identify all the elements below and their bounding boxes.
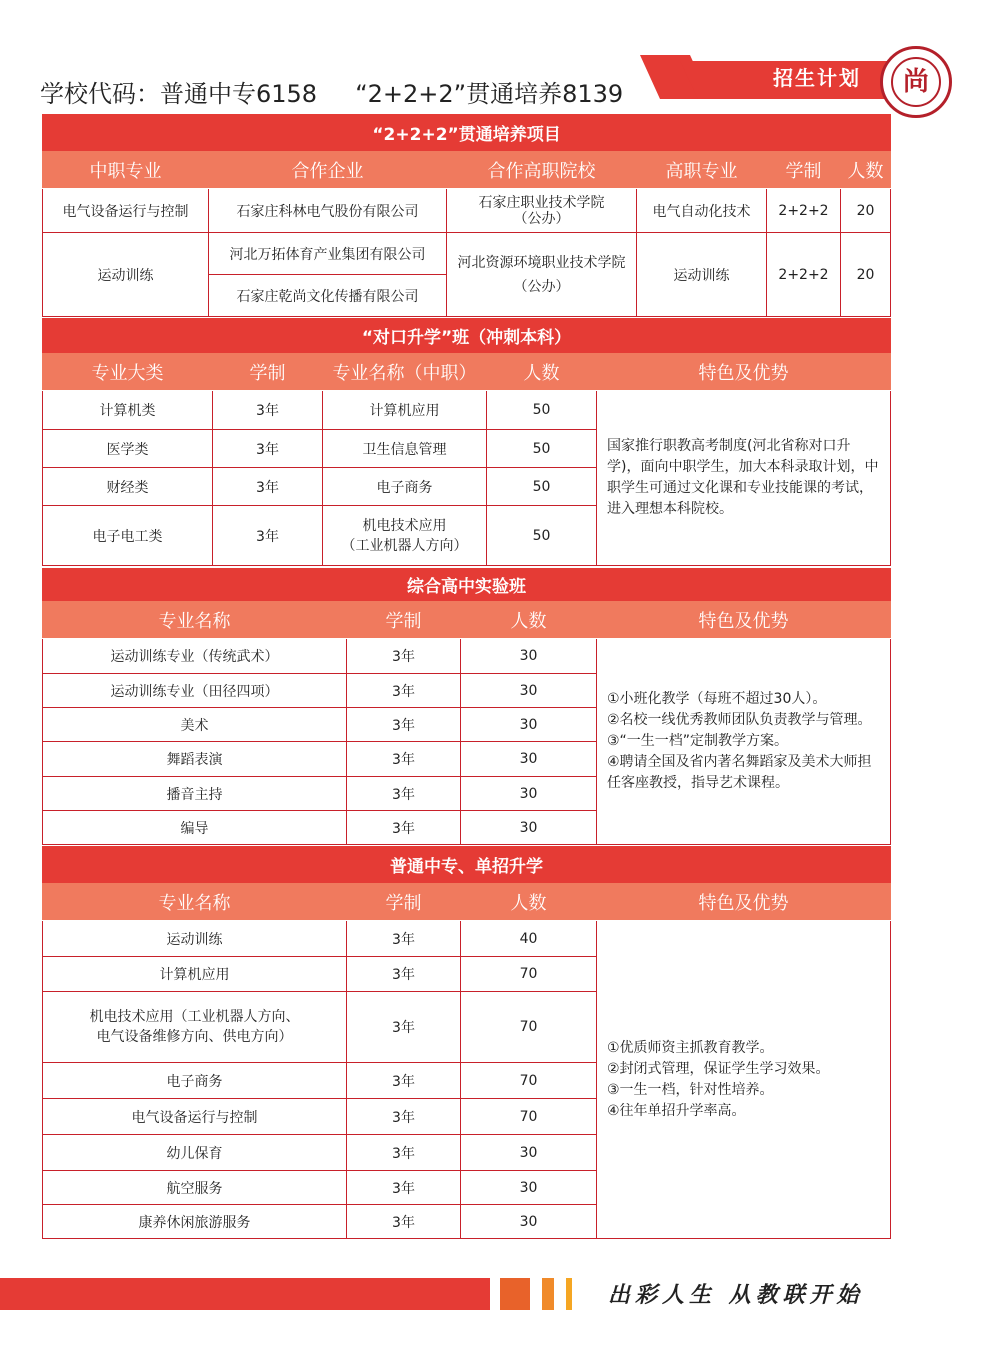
cell-years: 3年 (213, 391, 323, 430)
cell-years: 3年 (347, 639, 461, 674)
col-header: 专业名称（中职） (323, 353, 487, 391)
cell-major: 计算机应用 (323, 391, 487, 430)
cell-company: 河北万拓体育产业集团有限公司 (209, 233, 447, 275)
features-note: 国家推行职教高考制度(河北省称对口升学)，面向中职学生，加大本科录取计划，中职学生可通过文化课和专业技能课的考试，进入理想本科院校。 (597, 391, 891, 566)
cell-major: 电气设备运行与控制 (43, 1099, 347, 1135)
cell-count: 30 (461, 639, 597, 674)
col-header: 专业大类 (43, 353, 213, 391)
col-header: 人数 (461, 601, 597, 639)
cell-count: 30 (461, 1171, 597, 1205)
col-header: 专业名称 (43, 601, 347, 639)
cell-company: 石家庄乾尚文化传播有限公司 (209, 275, 447, 317)
cell-years: 2+2+2 (767, 189, 841, 233)
section-title: 普通中专、单招升学 (43, 847, 891, 883)
cell-category: 财经类 (43, 468, 213, 506)
section-title: “2+2+2”贯通培养项目 (43, 115, 891, 151)
cell-major: 舞蹈表演 (43, 742, 347, 777)
cell-major: 计算机应用 (43, 957, 347, 992)
cell-major: 播音主持 (43, 777, 347, 811)
section-title: 综合高中实验班 (43, 569, 891, 601)
cell-major: 运动训练 (43, 921, 347, 957)
table-row (43, 921, 891, 957)
cell-years: 2+2+2 (767, 233, 841, 317)
cell-years: 3年 (347, 811, 461, 845)
cell-count: 40 (461, 921, 597, 957)
cell-higher-major: 电气自动化技术 (637, 189, 767, 233)
table-row (43, 189, 891, 233)
cell-major: 幼儿保育 (43, 1135, 347, 1171)
cell-years: 3年 (347, 992, 461, 1063)
table-row (43, 391, 891, 430)
cell-years: 3年 (347, 1063, 461, 1099)
footer-bar (0, 1278, 490, 1310)
cell-count: 50 (487, 468, 597, 506)
col-header: 高职专业 (637, 151, 767, 189)
cell-major: 运动训练专业（田径四项） (43, 674, 347, 708)
col-header: 合作高职院校 (447, 151, 637, 189)
school-code: 学校代码：普通中专6158 “2+2+2”贯通培养8139 (40, 80, 624, 108)
cell-count: 50 (487, 506, 597, 566)
cell-major: 电气设备运行与控制 (43, 189, 209, 233)
cell-count: 70 (461, 1063, 597, 1099)
footer-slogan: 出彩人生 从教联开始 (608, 1282, 864, 1308)
page-section-title: 招生计划 (773, 66, 861, 90)
cell-years: 3年 (347, 674, 461, 708)
table-vocational-admission (42, 846, 891, 1239)
cell-count: 70 (461, 957, 597, 992)
features-note: ①优质师资主抓教育教学。 ②封闭式管理，保证学生学习效果。 ③一生一档，针对性培养。 ④往年单招升学率高。 (597, 921, 891, 1239)
cell-count: 50 (487, 391, 597, 430)
cell-major: 航空服务 (43, 1171, 347, 1205)
col-header: 人数 (841, 151, 891, 189)
logo-emblem: 尚 (891, 57, 941, 107)
col-header: 学制 (767, 151, 841, 189)
col-header: 学制 (347, 883, 461, 921)
cell-college: 河北资源环境职业技术学院 （公办） (447, 233, 637, 317)
cell-years: 3年 (347, 921, 461, 957)
col-header: 合作企业 (209, 151, 447, 189)
cell-count: 70 (461, 1099, 597, 1135)
col-header: 学制 (347, 601, 461, 639)
col-header: 特色及优势 (597, 601, 891, 639)
cell-count: 50 (487, 430, 597, 468)
cell-major: 运动训练 (43, 233, 209, 317)
table-exam-class (42, 318, 891, 566)
cell-count: 30 (461, 811, 597, 845)
cell-major: 电子商务 (323, 468, 487, 506)
cell-years: 3年 (347, 742, 461, 777)
section-title: “对口升学”班（冲刺本科） (43, 319, 891, 353)
cell-years: 3年 (347, 1099, 461, 1135)
col-header: 学制 (213, 353, 323, 391)
cell-major: 机电技术应用 （工业机器人方向） (323, 506, 487, 566)
cell-count: 20 (841, 233, 891, 317)
table-row (43, 233, 891, 275)
cell-count: 30 (461, 674, 597, 708)
cell-category: 计算机类 (43, 391, 213, 430)
cell-years: 3年 (347, 1135, 461, 1171)
cell-higher-major: 运动训练 (637, 233, 767, 317)
cell-category: 电子电工类 (43, 506, 213, 566)
cell-major: 编导 (43, 811, 347, 845)
cell-major: 运动训练专业（传统武术） (43, 639, 347, 674)
cell-count: 30 (461, 708, 597, 742)
cell-years: 3年 (213, 430, 323, 468)
cell-count: 30 (461, 777, 597, 811)
col-header: 专业名称 (43, 883, 347, 921)
cell-count: 20 (841, 189, 891, 233)
cell-major: 机电技术应用（工业机器人方向、 电气设备维修方向、供电方向） (43, 992, 347, 1063)
table-222-program (42, 114, 891, 317)
cell-years: 3年 (347, 1171, 461, 1205)
table-comprehensive-class (42, 568, 891, 845)
cell-count: 30 (461, 1135, 597, 1171)
cell-company: 石家庄科林电气股份有限公司 (209, 189, 447, 233)
col-header: 特色及优势 (597, 353, 891, 391)
cell-years: 3年 (213, 506, 323, 566)
cell-category: 医学类 (43, 430, 213, 468)
cell-major: 康养休闲旅游服务 (43, 1205, 347, 1239)
cell-college: 石家庄职业技术学院 （公办） (447, 189, 637, 233)
school-logo (880, 46, 952, 118)
cell-count: 70 (461, 992, 597, 1063)
cell-count: 30 (461, 742, 597, 777)
cell-years: 3年 (347, 708, 461, 742)
col-header: 中职专业 (43, 151, 209, 189)
footer-block (566, 1278, 572, 1310)
footer-block (500, 1278, 530, 1310)
col-header: 特色及优势 (597, 883, 891, 921)
cell-major: 卫生信息管理 (323, 430, 487, 468)
cell-years: 3年 (347, 957, 461, 992)
col-header: 人数 (461, 883, 597, 921)
col-header: 人数 (487, 353, 597, 391)
cell-years: 3年 (347, 1205, 461, 1239)
cell-major: 美术 (43, 708, 347, 742)
features-note: ①小班化教学（每班不超过30人）。 ②名校一线优秀教师团队负责教学与管理。 ③“一生一档”定制教学方案。 ④聘请全国及省内著名舞蹈家及美术大师担任客座教授，指导艺术课程。 (597, 639, 891, 845)
table-row (43, 639, 891, 674)
cell-count: 30 (461, 1205, 597, 1239)
cell-years: 3年 (213, 468, 323, 506)
footer-block (542, 1278, 554, 1310)
cell-years: 3年 (347, 777, 461, 811)
cell-major: 电子商务 (43, 1063, 347, 1099)
